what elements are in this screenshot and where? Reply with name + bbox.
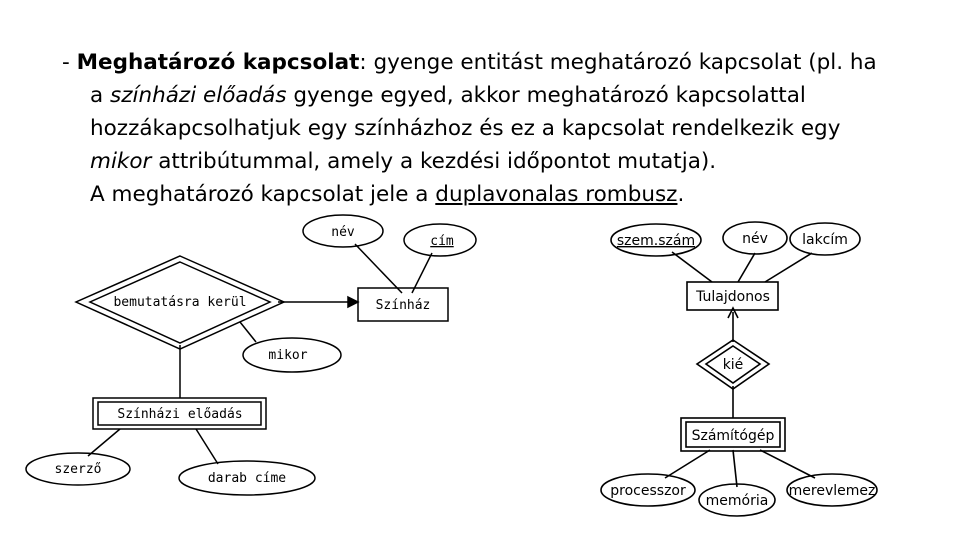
label-szem-szam: szem.szám (616, 233, 696, 249)
label-darab-cime: darab címe (207, 471, 287, 486)
edge-rel-mikor (240, 322, 256, 342)
label-szinhaz: Színház (375, 298, 431, 313)
label-kie: kié (722, 357, 744, 373)
text-span: a (90, 83, 111, 108)
text-span: hozzákapcsolhatjuk egy színházhoz és ez a kapcsolat rendelkezik egy (90, 116, 841, 141)
label-nev: név (331, 225, 355, 240)
label-szinhazi-eloadas: Színházi előadás (117, 407, 243, 422)
label-memoria: memória (705, 493, 769, 509)
label-lakcim: lakcím (802, 232, 848, 248)
left-labels (55, 225, 454, 486)
left-er-diagram (26, 215, 476, 495)
label-bemutatasra-kerul: bemutatásra kerül (113, 295, 247, 310)
text-span: : gyenge entitást meghatározó kapcsolat (pl. ha (359, 50, 877, 75)
arrow-head (348, 297, 358, 307)
label-szamitogep: Számítógép (691, 428, 775, 444)
label-merevlemez: merevlemez (788, 483, 876, 499)
edge-lakcim-tulajdonos (765, 253, 812, 282)
label-mikor: mikor (268, 348, 308, 363)
edge-memoria-szamitogep (733, 450, 737, 487)
label-nev-right: név (742, 231, 768, 247)
text-span: A meghatározó kapcsolat jele a (90, 182, 436, 207)
edge-processzor-szamitogep (665, 450, 710, 478)
text-italic: mikor (90, 149, 152, 174)
label-szerzo: szerző (54, 462, 102, 477)
text-italic: színházi előadás (110, 83, 287, 108)
text-span: gyenge egyed, akkor meghatározó kapcsolattal (286, 83, 806, 108)
label-tulajdonos: Tulajdonos (696, 289, 770, 305)
edge-nev-tulajdonos (738, 253, 755, 282)
text-span: attribútummal, amely a kezdési időpontot mutatja). (151, 149, 717, 174)
edge-merevlemez-szamitogep (760, 450, 815, 478)
text-span: . (677, 182, 685, 207)
bullet-dash: - (62, 50, 77, 75)
edge-szerzo-weak (88, 429, 120, 456)
term-bold: Meghatározó kapcsolat (76, 50, 360, 75)
text-underlined: duplavonalas rombusz (435, 182, 678, 207)
edge-darab-weak (196, 429, 218, 464)
edge-szemszam-tulajdonos (672, 252, 712, 282)
label-cim: cím (430, 234, 454, 249)
edge-nev-szinhaz (355, 244, 402, 293)
label-processzor: processzor (610, 483, 686, 499)
edge-cim-szinhaz (412, 253, 432, 293)
